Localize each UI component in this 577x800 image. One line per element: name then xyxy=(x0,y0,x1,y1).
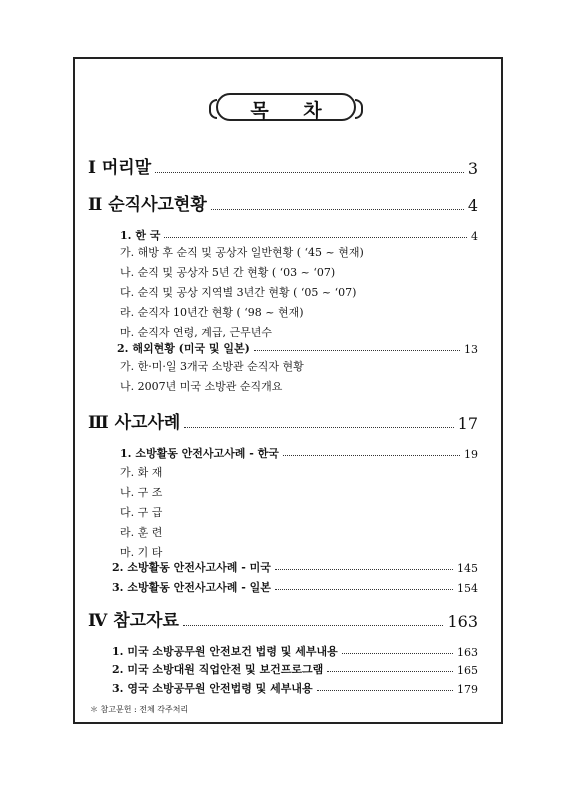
chapter-page: 4 xyxy=(467,196,478,215)
dot-leader xyxy=(275,568,453,570)
toc-section[interactable] xyxy=(112,579,478,595)
dot-leader xyxy=(275,588,453,590)
section-label: 3. 영국 소방공무원 안전법령 및 세부내용 xyxy=(112,682,313,695)
chapter-label: Ⅲ 사고사례 xyxy=(88,413,181,433)
dot-leader xyxy=(184,426,453,428)
dot-leader xyxy=(211,208,464,210)
dot-leader xyxy=(183,624,444,626)
toc-section[interactable] xyxy=(117,340,478,356)
toc-item[interactable]: 가. 한·미·일 3개국 소방관 순직자 현황 xyxy=(120,360,304,373)
toc-section[interactable] xyxy=(120,227,478,243)
dot-leader xyxy=(283,454,460,456)
section-label: 1. 미국 소방공무원 안전보건 법령 및 세부내용 xyxy=(112,645,338,658)
section-page: 19 xyxy=(464,448,478,461)
chapter-label: Ⅱ 순직사고현황 xyxy=(88,195,207,215)
section-page: 163 xyxy=(457,646,478,659)
dot-leader xyxy=(342,652,453,654)
toc-item[interactable]: 가. 해방 후 순직 및 공상자 일반현황 ( ‘45 ~ 현재) xyxy=(120,246,364,259)
section-page: 4 xyxy=(471,230,478,243)
toc-item[interactable]: 마. 순직자 연령, 계급, 근무년수 xyxy=(120,326,272,339)
chapter-label: Ⅰ 머리말 xyxy=(88,158,152,178)
section-label: 2. 소방활동 안전사고사례 - 미국 xyxy=(112,561,271,574)
toc-item[interactable]: 다. 구 급 xyxy=(120,506,163,519)
chapter-label: Ⅳ 참고자료 xyxy=(88,611,179,631)
toc-chapter-4[interactable] xyxy=(88,606,478,631)
toc-item[interactable]: 다. 순직 및 공상 지역별 3년간 현황 ( ‘05 ~ ‘07) xyxy=(120,286,357,299)
footnote: ＊ 참고문헌 : 전체 각주처리 xyxy=(90,705,189,714)
toc-chapter-3[interactable] xyxy=(88,408,478,433)
toc-section[interactable] xyxy=(112,559,478,575)
toc-item[interactable]: 라. 순직자 10년간 현황 ( ‘98 ~ 현재) xyxy=(120,306,304,319)
toc-section[interactable] xyxy=(120,445,478,461)
section-label: 1. 한 국 xyxy=(120,229,161,242)
section-label: 1. 소방활동 안전사고사례 - 한국 xyxy=(120,447,279,460)
section-page: 145 xyxy=(457,562,478,575)
dot-leader xyxy=(155,171,464,173)
section-label: 2. 미국 소방대원 직업안전 및 보건프로그램 xyxy=(112,663,324,676)
chapter-page: 163 xyxy=(447,612,478,631)
toc-item[interactable]: 가. 화 재 xyxy=(120,466,163,479)
section-label: 3. 소방활동 안전사고사례 - 일본 xyxy=(112,581,271,594)
section-page: 154 xyxy=(457,582,478,595)
toc-chapter-2[interactable] xyxy=(88,190,478,215)
section-page: 179 xyxy=(457,683,478,696)
dot-leader xyxy=(317,689,453,691)
toc-section[interactable] xyxy=(112,643,478,659)
toc-section[interactable] xyxy=(112,661,478,677)
toc-item[interactable]: 나. 2007년 미국 소방관 순직개요 xyxy=(120,380,283,393)
dot-leader xyxy=(327,670,453,672)
chapter-page: 17 xyxy=(457,414,478,433)
toc-item[interactable]: 나. 구 조 xyxy=(120,486,163,499)
toc-item[interactable]: 나. 순직 및 공상자 5년 간 현황 ( ‘03 ~ ‘07) xyxy=(120,266,336,279)
section-page: 13 xyxy=(464,343,478,356)
chapter-page: 3 xyxy=(467,159,478,178)
toc-section[interactable] xyxy=(112,680,478,696)
toc-item[interactable]: 라. 훈 련 xyxy=(120,526,163,539)
toc-title-box xyxy=(216,93,356,121)
dot-leader xyxy=(254,349,460,351)
section-label: 2. 해외현황 (미국 및 일본) xyxy=(117,342,250,355)
dot-leader xyxy=(164,236,467,238)
toc-chapter-1[interactable] xyxy=(88,153,478,178)
toc-item[interactable]: 마. 기 타 xyxy=(120,546,163,559)
section-page: 165 xyxy=(457,664,478,677)
toc-title: 목 차 xyxy=(250,100,336,122)
